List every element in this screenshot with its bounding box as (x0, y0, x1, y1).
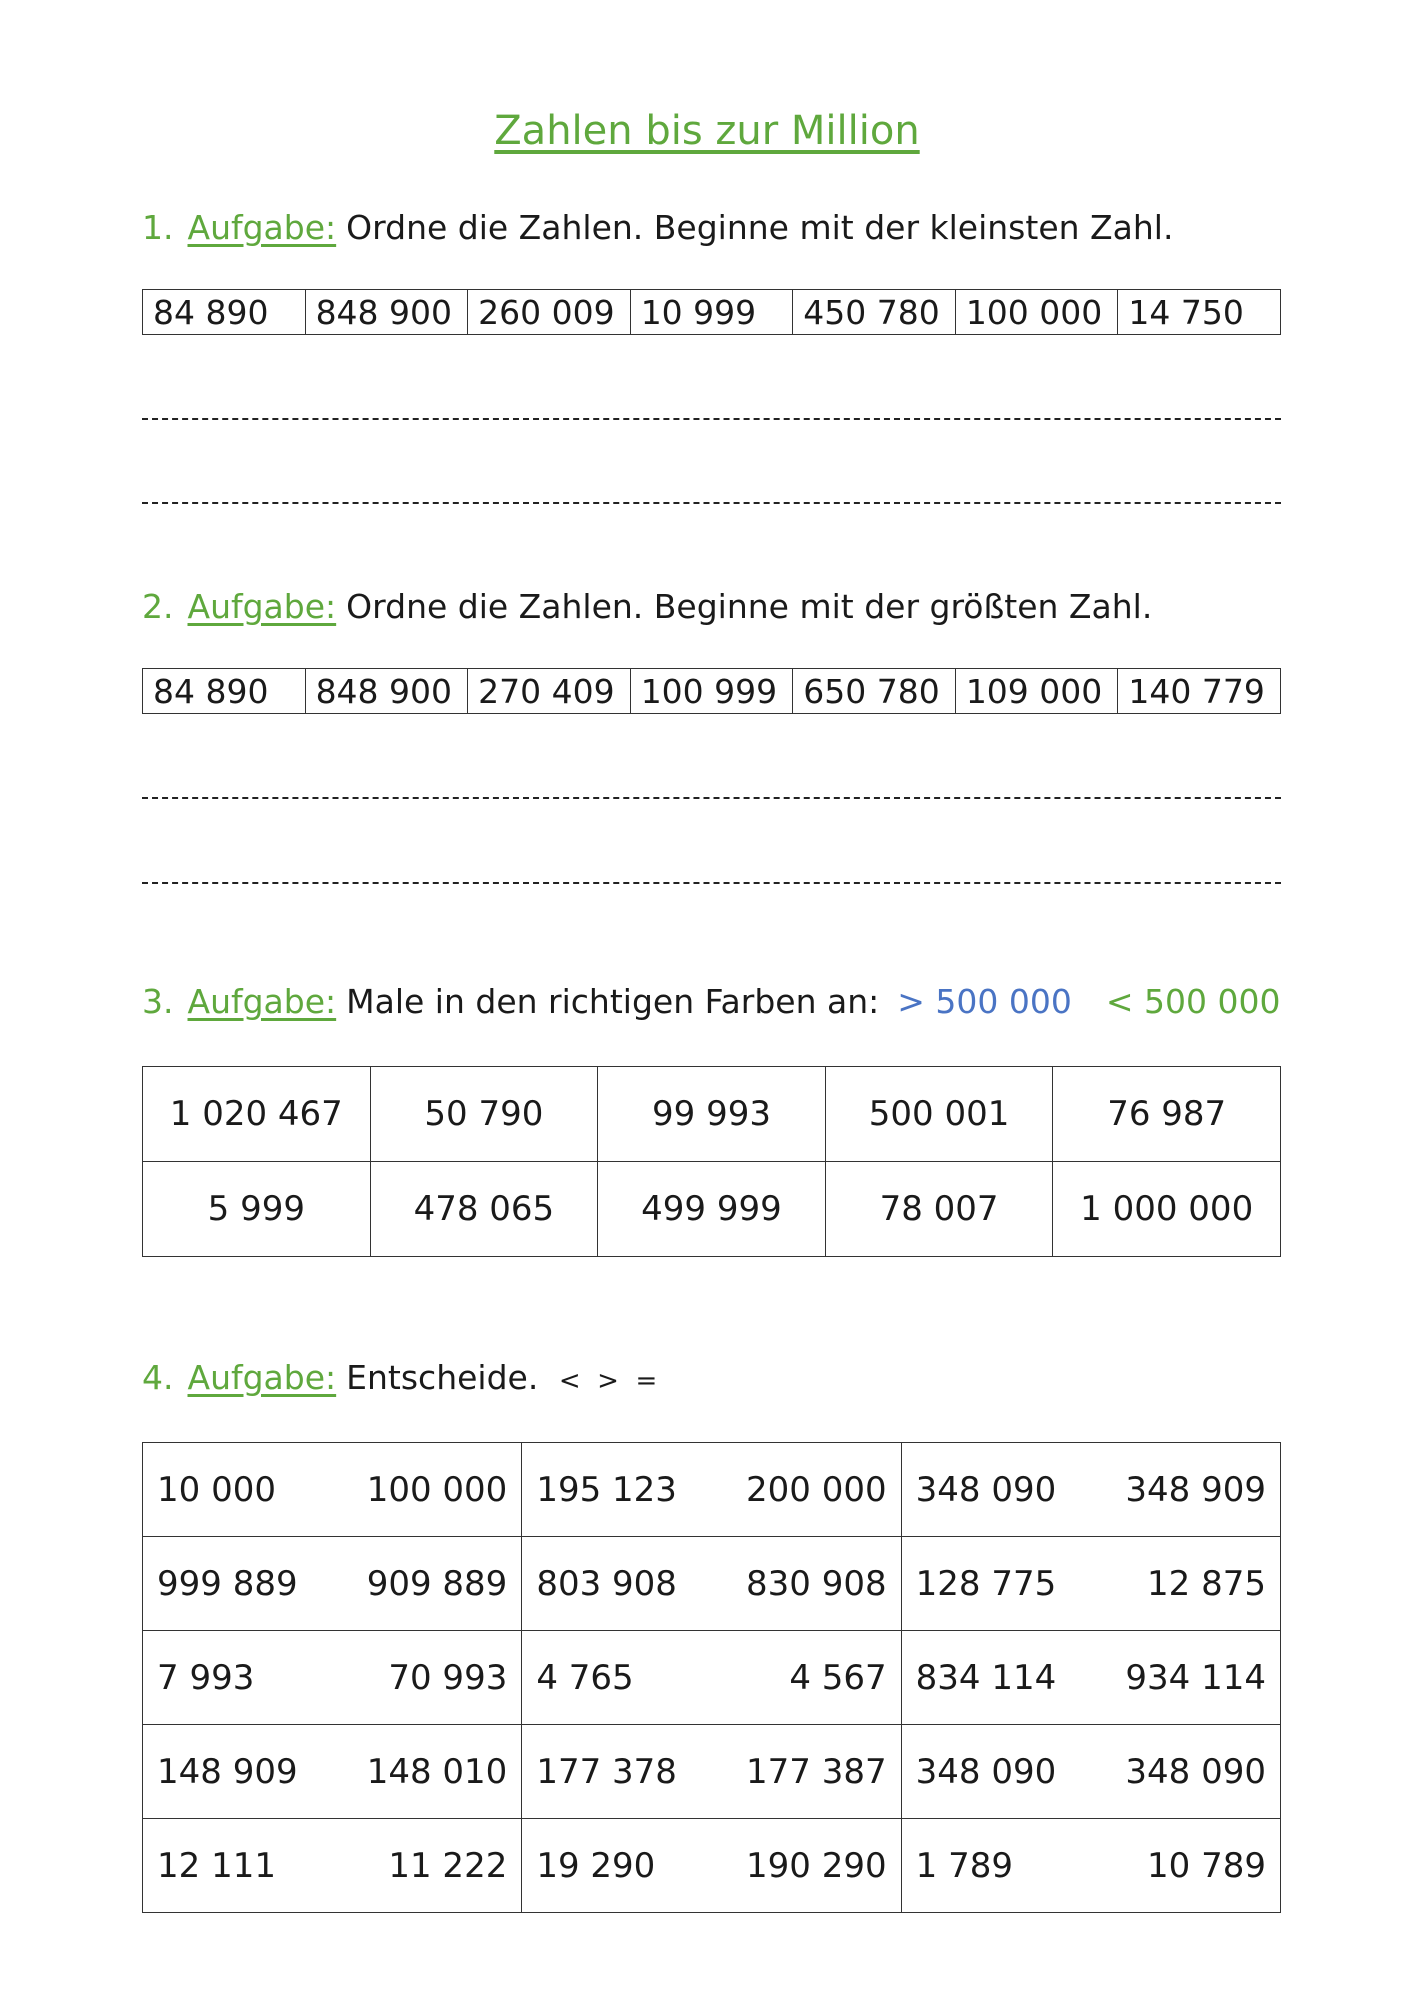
right-number: 100 000 (366, 1469, 508, 1510)
left-number: 348 090 (915, 1751, 1057, 1792)
left-number: 12 111 (157, 1845, 276, 1886)
comparison-cell[interactable] (901, 1537, 1280, 1631)
number-cell: 100 000 (955, 290, 1118, 335)
right-number: 909 889 (366, 1563, 508, 1604)
task2-number-row (142, 668, 1281, 714)
number-cell: 14 750 (1118, 290, 1281, 335)
answer-line[interactable] (142, 418, 1281, 420)
task4-comparison-grid (142, 1442, 1281, 1913)
left-number: 4 765 (536, 1657, 634, 1698)
task1-heading (142, 208, 1173, 247)
number-cell: 270 409 (468, 669, 631, 714)
number-cell: 109 000 (955, 669, 1118, 714)
right-number: 190 290 (746, 1845, 887, 1886)
number-cell: 84 890 (143, 290, 306, 335)
number-cell: 10 999 (630, 290, 793, 335)
right-number: 70 993 (388, 1657, 508, 1698)
number-cell: 260 009 (468, 290, 631, 335)
right-number: 830 908 (746, 1563, 887, 1604)
right-number: 200 000 (746, 1469, 887, 1510)
comparison-cell[interactable] (901, 1819, 1280, 1913)
task4-instruction: Entscheide. (346, 1358, 539, 1397)
comparison-cell[interactable] (901, 1443, 1280, 1537)
comparison-cell[interactable] (143, 1443, 522, 1537)
right-number: 177 387 (746, 1751, 887, 1792)
left-number: 7 993 (157, 1657, 255, 1698)
right-number: 12 875 (1147, 1563, 1266, 1604)
color-cell[interactable]: 1 020 467 (143, 1067, 371, 1162)
answer-line[interactable] (142, 797, 1281, 799)
number-cell: 650 780 (793, 669, 956, 714)
color-cell[interactable]: 99 993 (598, 1067, 826, 1162)
task1-number-row (142, 289, 1281, 335)
color-cell[interactable]: 500 001 (825, 1067, 1053, 1162)
task3-heading (142, 982, 1280, 1021)
color-cell[interactable]: 1 000 000 (1053, 1162, 1281, 1257)
task2-instruction: Ordne die Zahlen. Beginne mit der größten Zahl. (346, 587, 1153, 626)
number-cell: 848 900 (305, 669, 468, 714)
legend-less: < 500 000 (1105, 982, 1281, 1021)
left-number: 148 909 (157, 1751, 298, 1792)
comparison-cell[interactable] (522, 1725, 901, 1819)
right-number: 10 789 (1147, 1845, 1266, 1886)
right-number: 348 090 (1125, 1751, 1266, 1792)
task1-keyword: Aufgabe: (187, 208, 337, 247)
right-number: 148 010 (366, 1751, 508, 1792)
task4-keyword: Aufgabe: (187, 1358, 337, 1397)
comparison-cell[interactable] (522, 1537, 901, 1631)
color-cell[interactable]: 76 987 (1053, 1067, 1281, 1162)
left-number: 834 114 (915, 1657, 1057, 1698)
comparison-cell[interactable] (522, 1819, 901, 1913)
comparison-cell[interactable] (901, 1631, 1280, 1725)
number-cell: 140 779 (1118, 669, 1281, 714)
right-number: 348 909 (1125, 1469, 1266, 1510)
task3-color-grid (142, 1066, 1281, 1257)
comparison-cell[interactable] (143, 1725, 522, 1819)
answer-line[interactable] (142, 882, 1281, 884)
task1-instruction: Ordne die Zahlen. Beginne mit der kleinsten Zahl. (346, 208, 1174, 247)
color-cell[interactable]: 499 999 (598, 1162, 826, 1257)
number-cell: 84 890 (143, 669, 306, 714)
comparison-cell[interactable] (522, 1631, 901, 1725)
right-number: 4 567 (789, 1657, 887, 1698)
left-number: 999 889 (157, 1563, 298, 1604)
right-number: 934 114 (1125, 1657, 1266, 1698)
comparison-cell[interactable] (143, 1537, 522, 1631)
comparison-cell[interactable] (143, 1631, 522, 1725)
left-number: 128 775 (915, 1563, 1057, 1604)
comparison-cell[interactable] (143, 1819, 522, 1913)
number-cell: 100 999 (630, 669, 793, 714)
number-cell: 848 900 (305, 290, 468, 335)
task3-number: 3. (142, 982, 174, 1021)
right-number: 11 222 (388, 1845, 508, 1886)
task2-heading (142, 587, 1152, 626)
left-number: 19 290 (536, 1845, 656, 1886)
color-cell[interactable]: 50 790 (370, 1067, 598, 1162)
number-cell: 450 780 (793, 290, 956, 335)
task3-instruction: Male in den richtigen Farben an: (346, 982, 880, 1021)
comparison-cell[interactable] (522, 1443, 901, 1537)
task1-number: 1. (142, 208, 174, 247)
comparison-symbols: < > = (558, 1366, 658, 1396)
left-number: 177 378 (536, 1751, 677, 1792)
answer-line[interactable] (142, 502, 1281, 504)
task2-number: 2. (142, 587, 174, 626)
left-number: 195 123 (536, 1469, 677, 1510)
task3-keyword: Aufgabe: (187, 982, 337, 1021)
left-number: 10 000 (157, 1469, 276, 1510)
color-cell[interactable]: 478 065 (370, 1162, 598, 1257)
legend-greater: > 500 000 (897, 982, 1072, 1021)
page-title: Zahlen bis zur Million (494, 108, 920, 154)
color-cell[interactable]: 5 999 (143, 1162, 371, 1257)
left-number: 348 090 (915, 1469, 1057, 1510)
task4-heading (142, 1358, 657, 1397)
color-cell[interactable]: 78 007 (825, 1162, 1053, 1257)
left-number: 1 789 (915, 1845, 1013, 1886)
left-number: 803 908 (536, 1563, 677, 1604)
task4-number: 4. (142, 1358, 174, 1397)
comparison-cell[interactable] (901, 1725, 1280, 1819)
task2-keyword: Aufgabe: (187, 587, 337, 626)
